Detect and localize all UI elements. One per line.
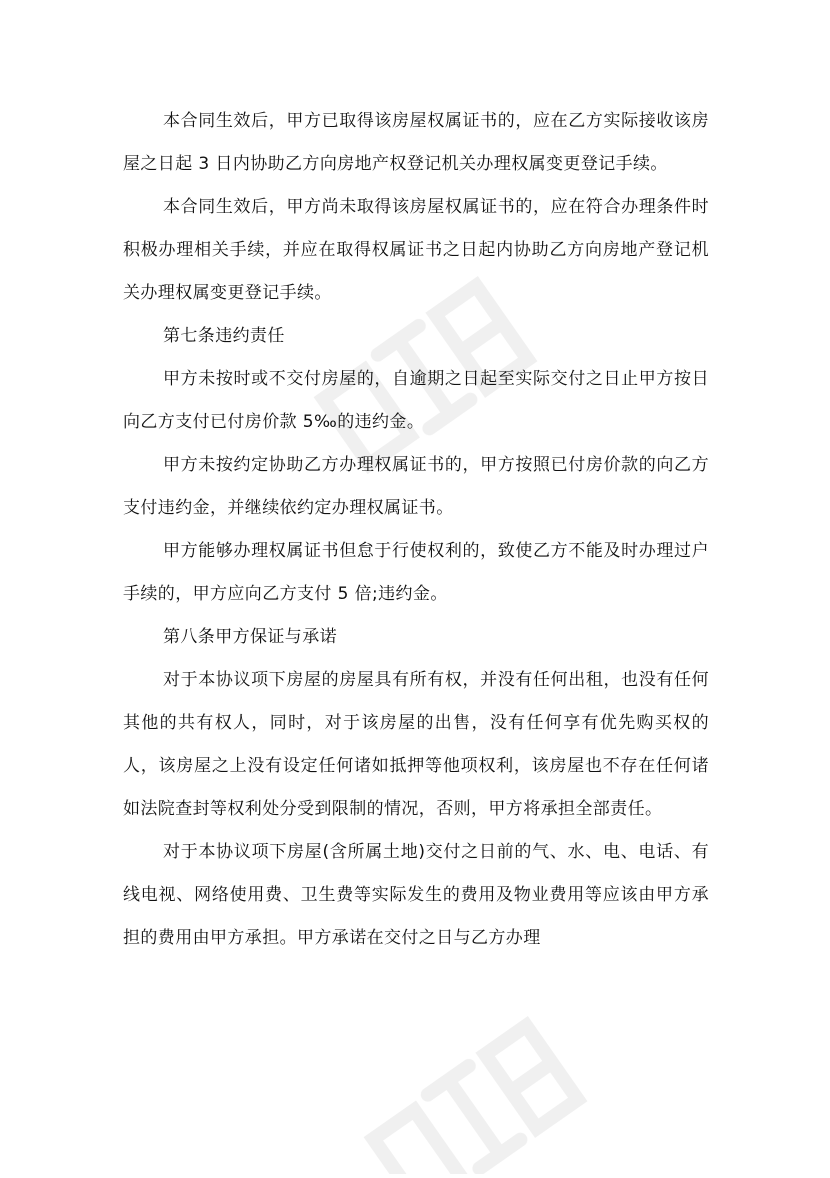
document-body <box>123 100 709 960</box>
section-heading-8: 第八条甲方保证与承诺 <box>163 627 337 647</box>
paragraph-6: 对于本协议项下房屋的房屋具有所有权，并没有任何出租，也没有任何其他的共有权人，同时，对于该房屋的出售，没有任何享有优先购买权的人，该房屋之上没有设定任何诸如抵押等他项权利，该房屋也不存在任何诸如法院查封等权利处分受到限制的情况，否则，甲方将承担全部责任。 <box>123 670 709 819</box>
paragraph-1: 本合同生效后，甲方已取得该房屋权属证书的，应在乙方实际接收该房屋之日起 3 日内协助乙方向房地产权登记机关办理权属变更登记手续。 <box>123 111 709 174</box>
section-heading-7: 第七条违约责任 <box>163 326 285 346</box>
paragraph-2: 本合同生效后，甲方尚未取得该房屋权属证书的，应在符合办理条件时积极办理相关手续，并应在取得权属证书之日起内协助乙方向房地产登记机关办理权属变更登记手续。 <box>123 197 709 303</box>
paragraph-3: 甲方未按时或不交付房屋的，自逾期之日起至实际交付之日止甲方按日向乙方支付已付房价款 5‰的违约金。 <box>123 369 709 432</box>
paragraph-4: 甲方未按约定协助乙方办理权属证书的，甲方按照已付房价款的向乙方支付违约金，并继续依约定办理权属证书。 <box>123 455 709 518</box>
paragraph-5: 甲方能够办理权属证书但怠于行使权利的，致使乙方不能及时办理过户手续的，甲方应向乙方支付 5 倍;违约金。 <box>123 541 709 604</box>
paragraph-7: 对于本协议项下房屋(含所属土地)交付之日前的气、水、电、电话、有线电视、网络使用费、卫生费等实际发生的费用及物业费用等应该由甲方承担的费用由甲方承担。甲方承诺在交付之日与乙方办理 <box>123 842 709 948</box>
